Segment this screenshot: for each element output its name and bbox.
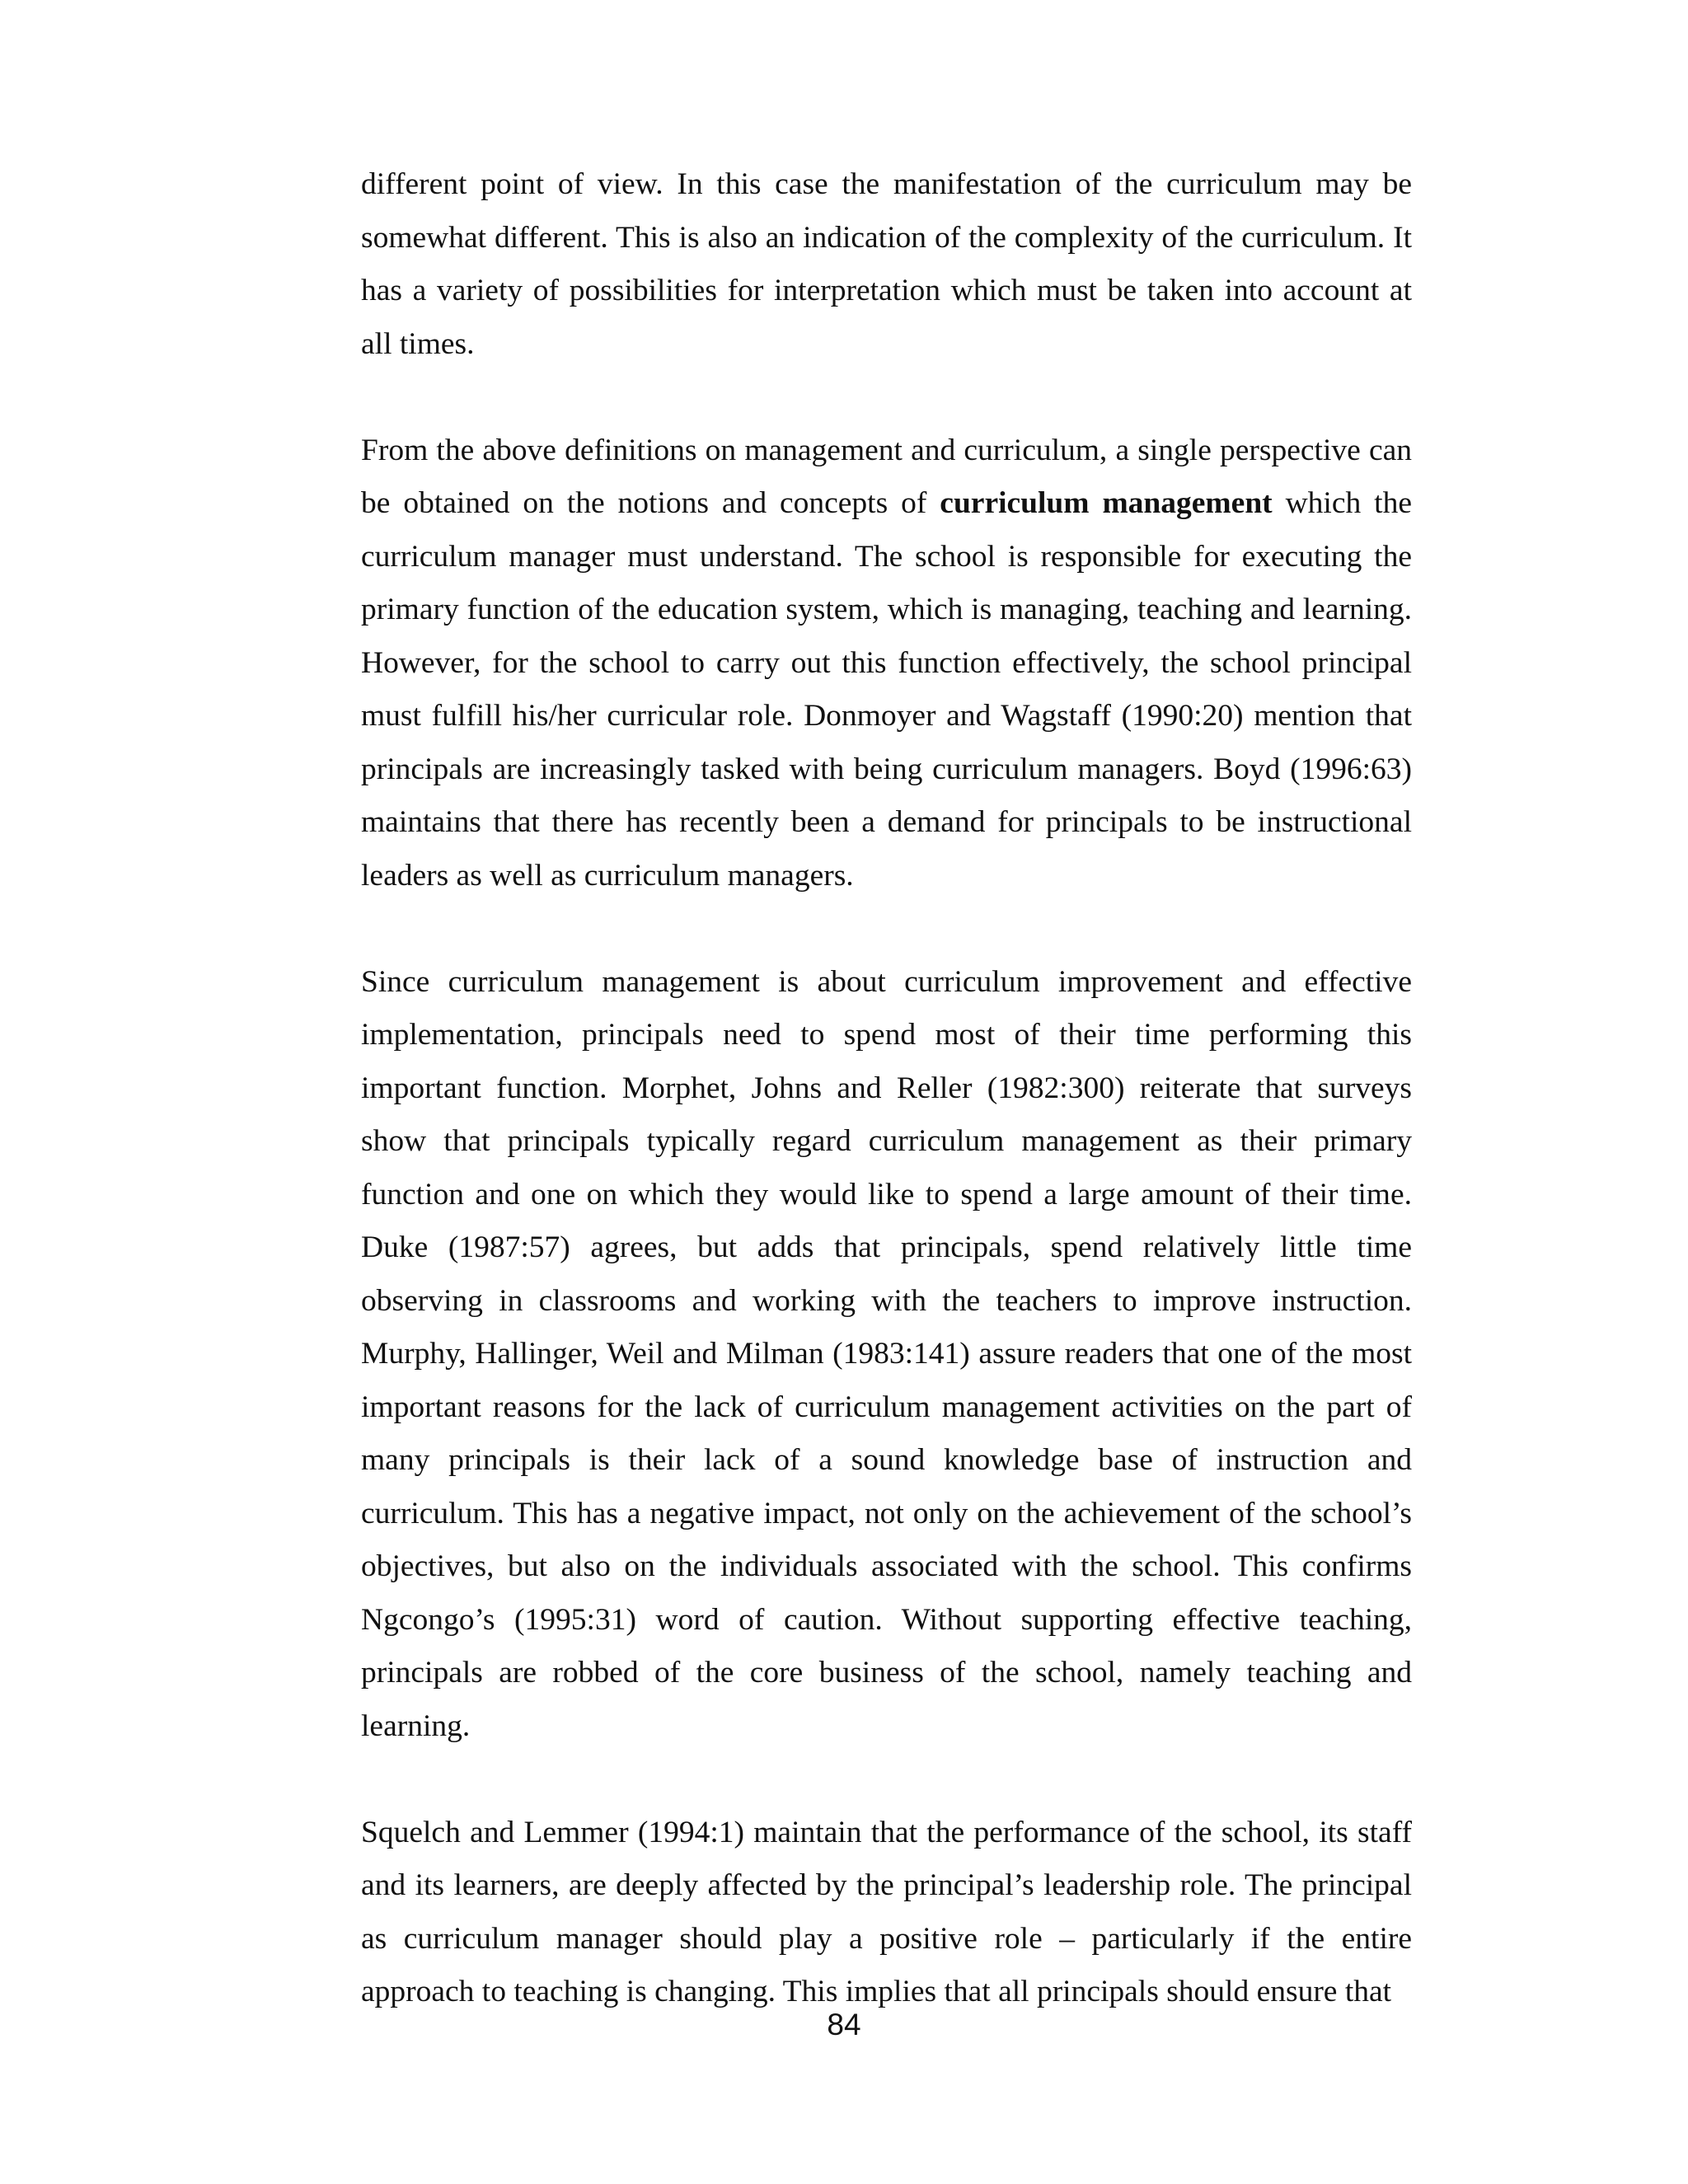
paragraph-4-text: Squelch and Lemmer (1994:1) maintain that the performance of the school, its staff and its learners, are deeply affected by the principal’s leadership role. The principal as curriculum manager should play a positive role – particularly if the entire approach to teaching is changing. This implies that all principals should ensure that — [361, 1815, 1412, 2008]
paragraph-2-text-end: which the curriculum manager must understand. The school is responsible for executing the primary function of the education system, which is managing, teaching and learning. However, for the school to carry out this function effectively, the school principal must fulfill his/her curricular role. Donmoyer and Wagstaff (1990:20) mention that principals are increasingly tasked with being curriculum managers. Boyd (1996:63) maintains that there has recently been a demand for principals to be instructional leaders as well as curriculum managers. — [361, 486, 1412, 893]
paragraph-4 — [361, 1807, 1412, 2019]
body-text — [361, 158, 1412, 2019]
paragraph-3-text: Since curriculum management is about curriculum improvement and effective implementation, principals need to spend most of their time performing this important function. Morphet, Johns and Reller (1982:300) reiterate that surveys show that principals typically regard curriculum management as their primary function and one on which they would like to spend a large amount of their time. Duke (1987:57) agrees, but adds that principals, spend relatively little time observing in classrooms and working with the teachers to improve instruction. Murphy, Hallinger, Weil and Milman (1983:141) assure readers that one of the most important reasons for the lack of curriculum management activities on the part of many principals is their lack of a sound knowledge base of instruction and curriculum. This has a negative impact, not only on the achievement of the school’s objectives, but also on the individuals associated with the school. This confirms Ngcongo’s (1995:31) word of caution. Without supporting effective teaching, principals are robbed of the core business of the school, namely teaching and learning. — [361, 964, 1412, 1743]
page-number: 84 — [827, 2008, 861, 2041]
paragraph-1-text: different point of view. In this case the manifestation of the curriculum may be somewhat different. This is also an indication of the complexity of the curriculum. It has a variety of possibilities for interpretation which must be taken into account at all times. — [361, 167, 1412, 361]
paragraph-3 — [361, 956, 1412, 1754]
bold-term-curriculum-management: curriculum management — [940, 486, 1273, 520]
paragraph-2-text-start: From the above definitions on management and curriculum, a single perspective can be obtained on the notions and concepts of — [361, 433, 1412, 520]
paragraph-2 — [361, 424, 1412, 903]
paragraph-1 — [361, 158, 1412, 371]
